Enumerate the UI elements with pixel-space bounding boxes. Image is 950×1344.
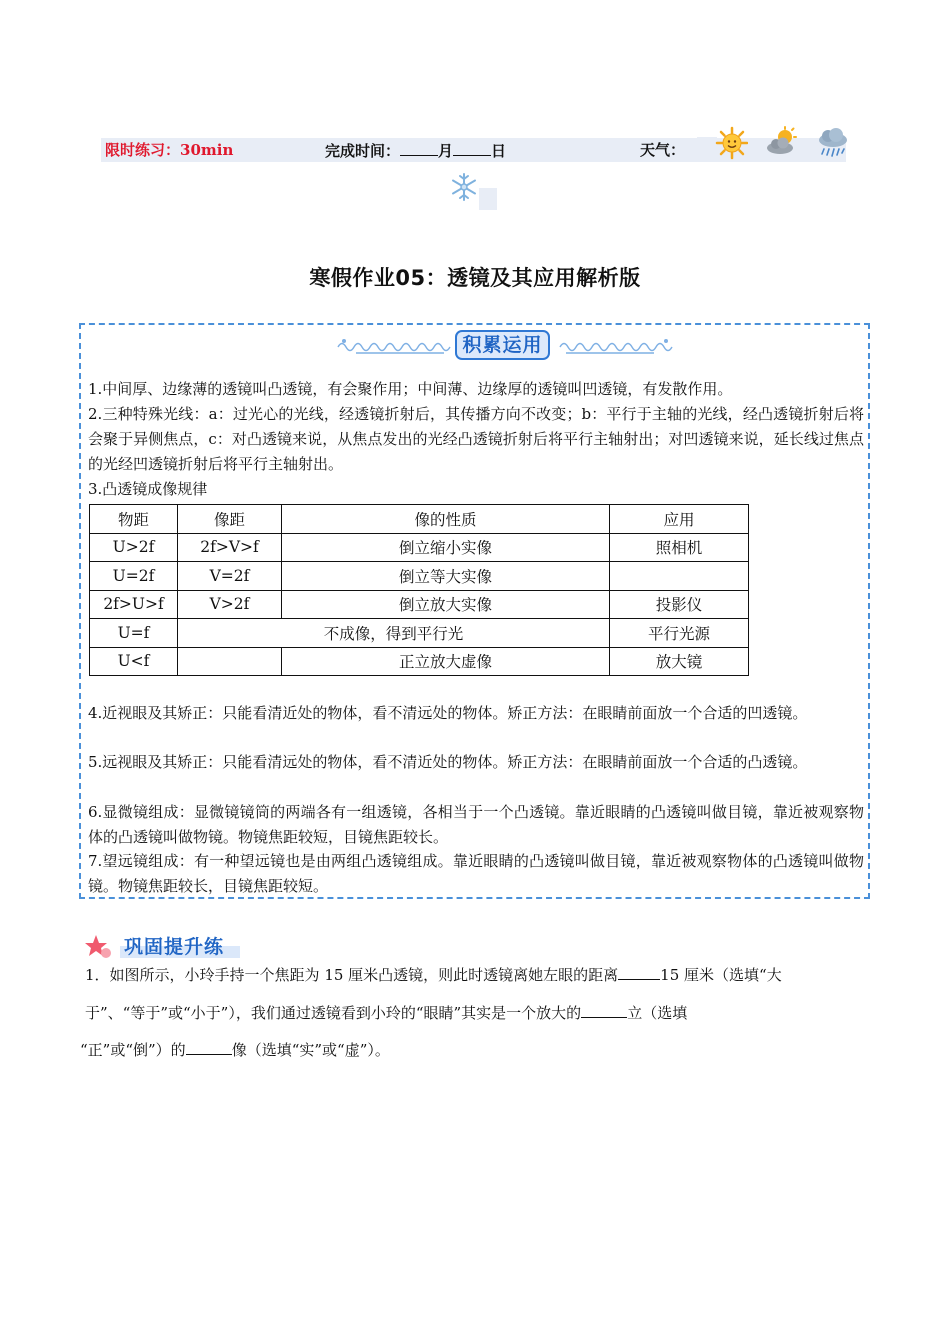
table-row [90,619,749,648]
weather-box [800,138,816,158]
star-icon [84,934,112,960]
month-label: 月 [438,142,454,160]
day-blank [453,140,491,156]
month-blank [400,140,438,156]
table-cell: U>2f [90,533,178,562]
table-cell: 放大镜 [610,647,749,676]
finish-time-label: 完成时间： [325,142,401,160]
question-1-line-1 [85,965,782,985]
table-cell [178,647,282,676]
table-cell: 倒立放大实像 [282,590,610,619]
weather-box [748,140,764,160]
question-text: “正”或“倒”）的 [80,1041,186,1059]
table-cell: 平行光源 [610,619,749,648]
summary-point-3: 3.凸透镜成像规律 [88,480,208,498]
table-cell: 照相机 [610,533,749,562]
table-cell: 不成像，得到平行光 [178,619,610,648]
question-text: 像（选填“实”或“虚”）。 [231,1041,390,1059]
sun-icon [715,126,749,160]
question-text: 立（选填 [627,1004,688,1022]
weather-box [479,188,497,210]
summary-point-2: 2.三种特殊光线：a：过光心的光线，经透镜折射后，其传播方向不改变；b：平行于主轴的光线，经凸透镜折射后将会聚于异侧焦点，c：对凸透镜来说，从焦点发出的光经凸透镜折射后将平行主轴射出；对凹透镜来说，延长线过焦点的光经凹透镜折射后将平行主轴射出。 [88,405,864,473]
question-text: 15 厘米（选填“大 [660,966,782,984]
partly-cloudy-icon [764,126,800,158]
table-row [90,590,749,619]
summary-point-4: 4.近视眼及其矫正：只能看清近处的物体，看不清远处的物体。矫正方法：在眼睛前面放一个合适的凹透镜。 [88,704,808,722]
table-header: 像距 [178,505,282,534]
table-header: 物距 [90,505,178,534]
table-cell: U=2f [90,562,178,591]
time-limit: 限时练习：30min [105,141,234,159]
page-title: 寒假作业05：透镜及其应用解析版 [309,266,641,290]
summary-point-5: 5.远视眼及其矫正：只能看清远处的物体，看不清近处的物体。矫正方法：在眼睛前面放一个合适的凸透镜。 [88,753,808,771]
day-label: 日 [491,142,507,160]
table-cell: U=f [90,619,178,648]
table-cell: 正立放大虚像 [282,647,610,676]
question-text: 1．如图所示，小玲手持一个焦距为 15 厘米凸透镜，则此时透镜离她左眼的距离 [85,966,619,984]
table-header: 应用 [610,505,749,534]
summary-point-1: 1.中间厚、边缘薄的透镜叫凸透镜，有会聚作用；中间薄、边缘厚的透镜叫凹透镜，有发散作用。 [88,380,733,398]
table-header: 像的性质 [282,505,610,534]
table-cell: V>2f [178,590,282,619]
table-row [90,533,749,562]
table-cell: 2f>U>f [90,590,178,619]
table-cell: 投影仪 [610,590,749,619]
summary-banner: 积累运用 [455,330,550,360]
question-1-line-3 [80,1040,390,1060]
answer-blank-3[interactable] [186,1040,232,1055]
table-cell: 2f>V>f [178,533,282,562]
imaging-rules-table [89,504,749,676]
table-row [90,647,749,676]
answer-blank-2[interactable] [581,1003,627,1018]
table-cell: U<f [90,647,178,676]
table-cell: V=2f [178,562,282,591]
question-1-line-2 [85,1003,687,1023]
answer-blank-1[interactable] [618,965,660,980]
snowflake-icon [449,171,479,203]
table-cell: 倒立等大实像 [282,562,610,591]
table-cell: 倒立缩小实像 [282,533,610,562]
rain-cloud-icon [815,126,851,162]
table-row [90,562,749,591]
question-text: 于”、“等于”或“小于”），我们通过透镜看到小玲的“眼睛”其实是一个放大的 [85,1004,582,1022]
summary-point-6: 6.显微镜组成：显微镜镜筒的两端各有一组透镜，各相当于一个凸透镜。靠近眼睛的凸透镜叫做目镜，靠近被观察物体的凸透镜叫做物镜。物镜焦距较短，目镜焦距较长。 [88,803,864,846]
exercise-heading: 巩固提升练 [124,936,225,958]
weather-box [697,137,717,159]
finish-time [325,140,506,161]
weather-label: 天气： [640,141,686,159]
summary-point-7: 7.望远镜组成：有一种望远镜也是由两组凸透镜组成。靠近眼睛的凸透镜叫做目镜，靠近被观察物体的凸透镜叫做物镜。物镜焦距较长，目镜焦距较短。 [88,852,864,895]
table-cell [610,562,749,591]
table-header-row [90,505,749,534]
